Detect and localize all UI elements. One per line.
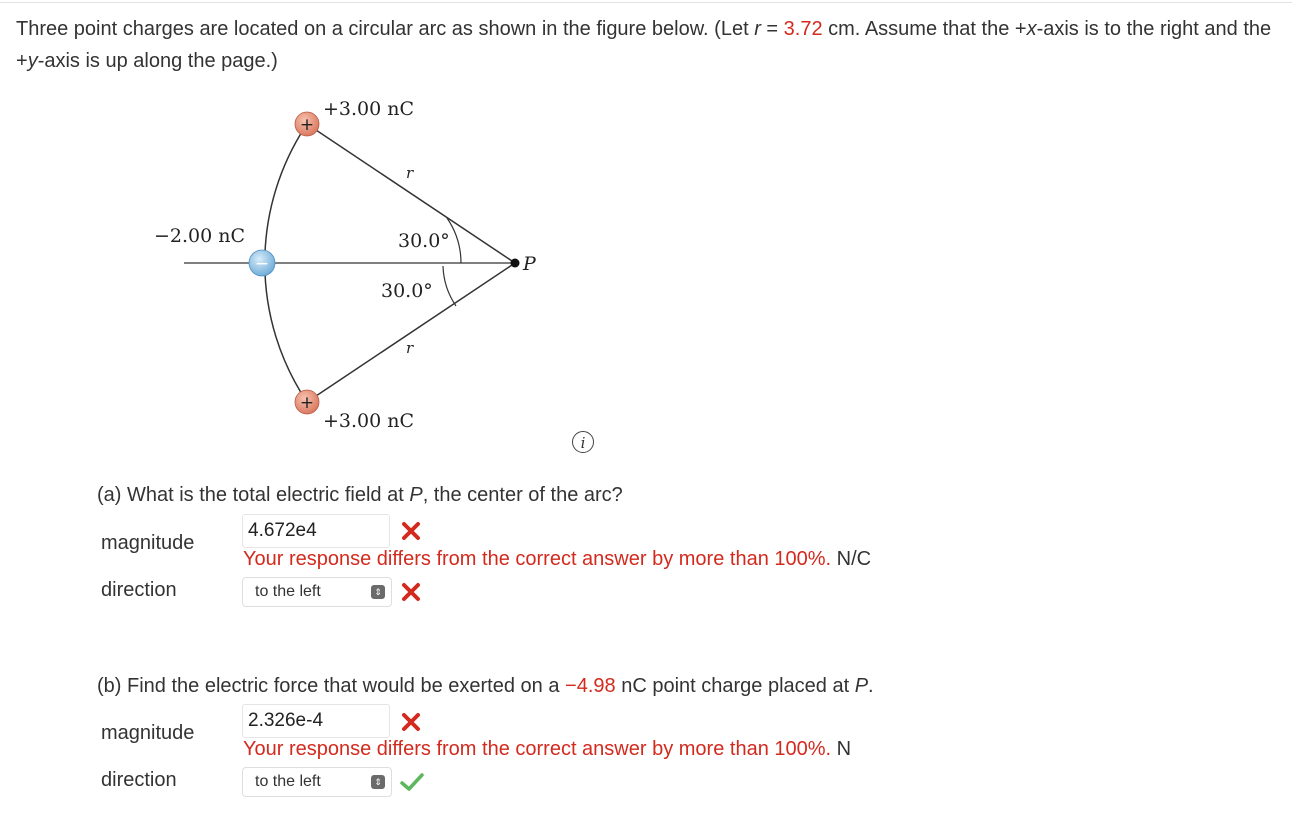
radius-lower-label: r xyxy=(406,339,414,357)
angle-lower-label: 30.0° xyxy=(381,280,433,302)
magnitude-label-a: magnitude xyxy=(101,532,195,554)
charge-left-label: −2.00 nC xyxy=(154,225,246,247)
magnitude-input-a[interactable]: 4.672e4 xyxy=(242,514,390,548)
charge-bottom-label: +3.00 nC xyxy=(323,410,415,432)
select-arrows-icon: ⇕ xyxy=(371,585,385,599)
unit-b: N xyxy=(836,738,852,760)
direction-label-a: direction xyxy=(101,579,177,601)
top-divider xyxy=(0,2,1292,3)
correct-check-icon xyxy=(399,771,425,793)
feedback-a: Your response differs from the correct answer by more than 100%. N/C xyxy=(243,548,872,570)
question-a: (a) What is the total electric field at P, the center of the arc? xyxy=(97,484,623,506)
angle-arc-lower xyxy=(443,266,456,306)
info-icon[interactable]: i xyxy=(572,431,594,453)
direction-label-b: direction xyxy=(101,769,177,791)
angle-upper-label: 30.0° xyxy=(398,230,450,252)
charge-arc-figure xyxy=(140,88,560,448)
question-b: (b) Find the electric force that would be exerted on a −4.98 nC point charge placed at P. xyxy=(97,675,874,697)
magnitude-label-b: magnitude xyxy=(101,722,195,744)
feedback-b: Your response differs from the correct answer by more than 100%. N xyxy=(243,738,852,760)
direction-select-b-value: to the left xyxy=(255,773,321,790)
unit-a: N/C xyxy=(836,548,872,570)
minus-sign-left: − xyxy=(254,254,270,274)
direction-select-a[interactable] xyxy=(242,577,392,607)
plus-sign-bottom: + xyxy=(299,393,315,413)
problem-statement: Three point charges are located on a circular arc as shown in the figure below. (Let r = 3.72 cm. Assume that the +x-axis is to the right and the +y-axis is up along the page.) xyxy=(16,18,1272,72)
incorrect-x-icon xyxy=(400,711,422,733)
select-arrows-icon: ⇕ xyxy=(371,775,385,789)
incorrect-x-icon xyxy=(400,520,422,542)
radius-upper-label: r xyxy=(406,164,414,182)
direction-select-a-value: to the left xyxy=(255,583,321,600)
r-value: 3.72 xyxy=(783,18,823,40)
charge-top-label: +3.00 nC xyxy=(323,98,415,120)
test-charge-value: −4.98 xyxy=(565,675,616,697)
incorrect-x-icon xyxy=(400,581,422,603)
plus-sign-top: + xyxy=(299,115,315,135)
point-p-label: P xyxy=(523,253,536,275)
point-p-marker xyxy=(511,259,520,268)
direction-select-b[interactable] xyxy=(242,767,392,797)
magnitude-input-b[interactable]: 2.326e-4 xyxy=(242,704,390,738)
